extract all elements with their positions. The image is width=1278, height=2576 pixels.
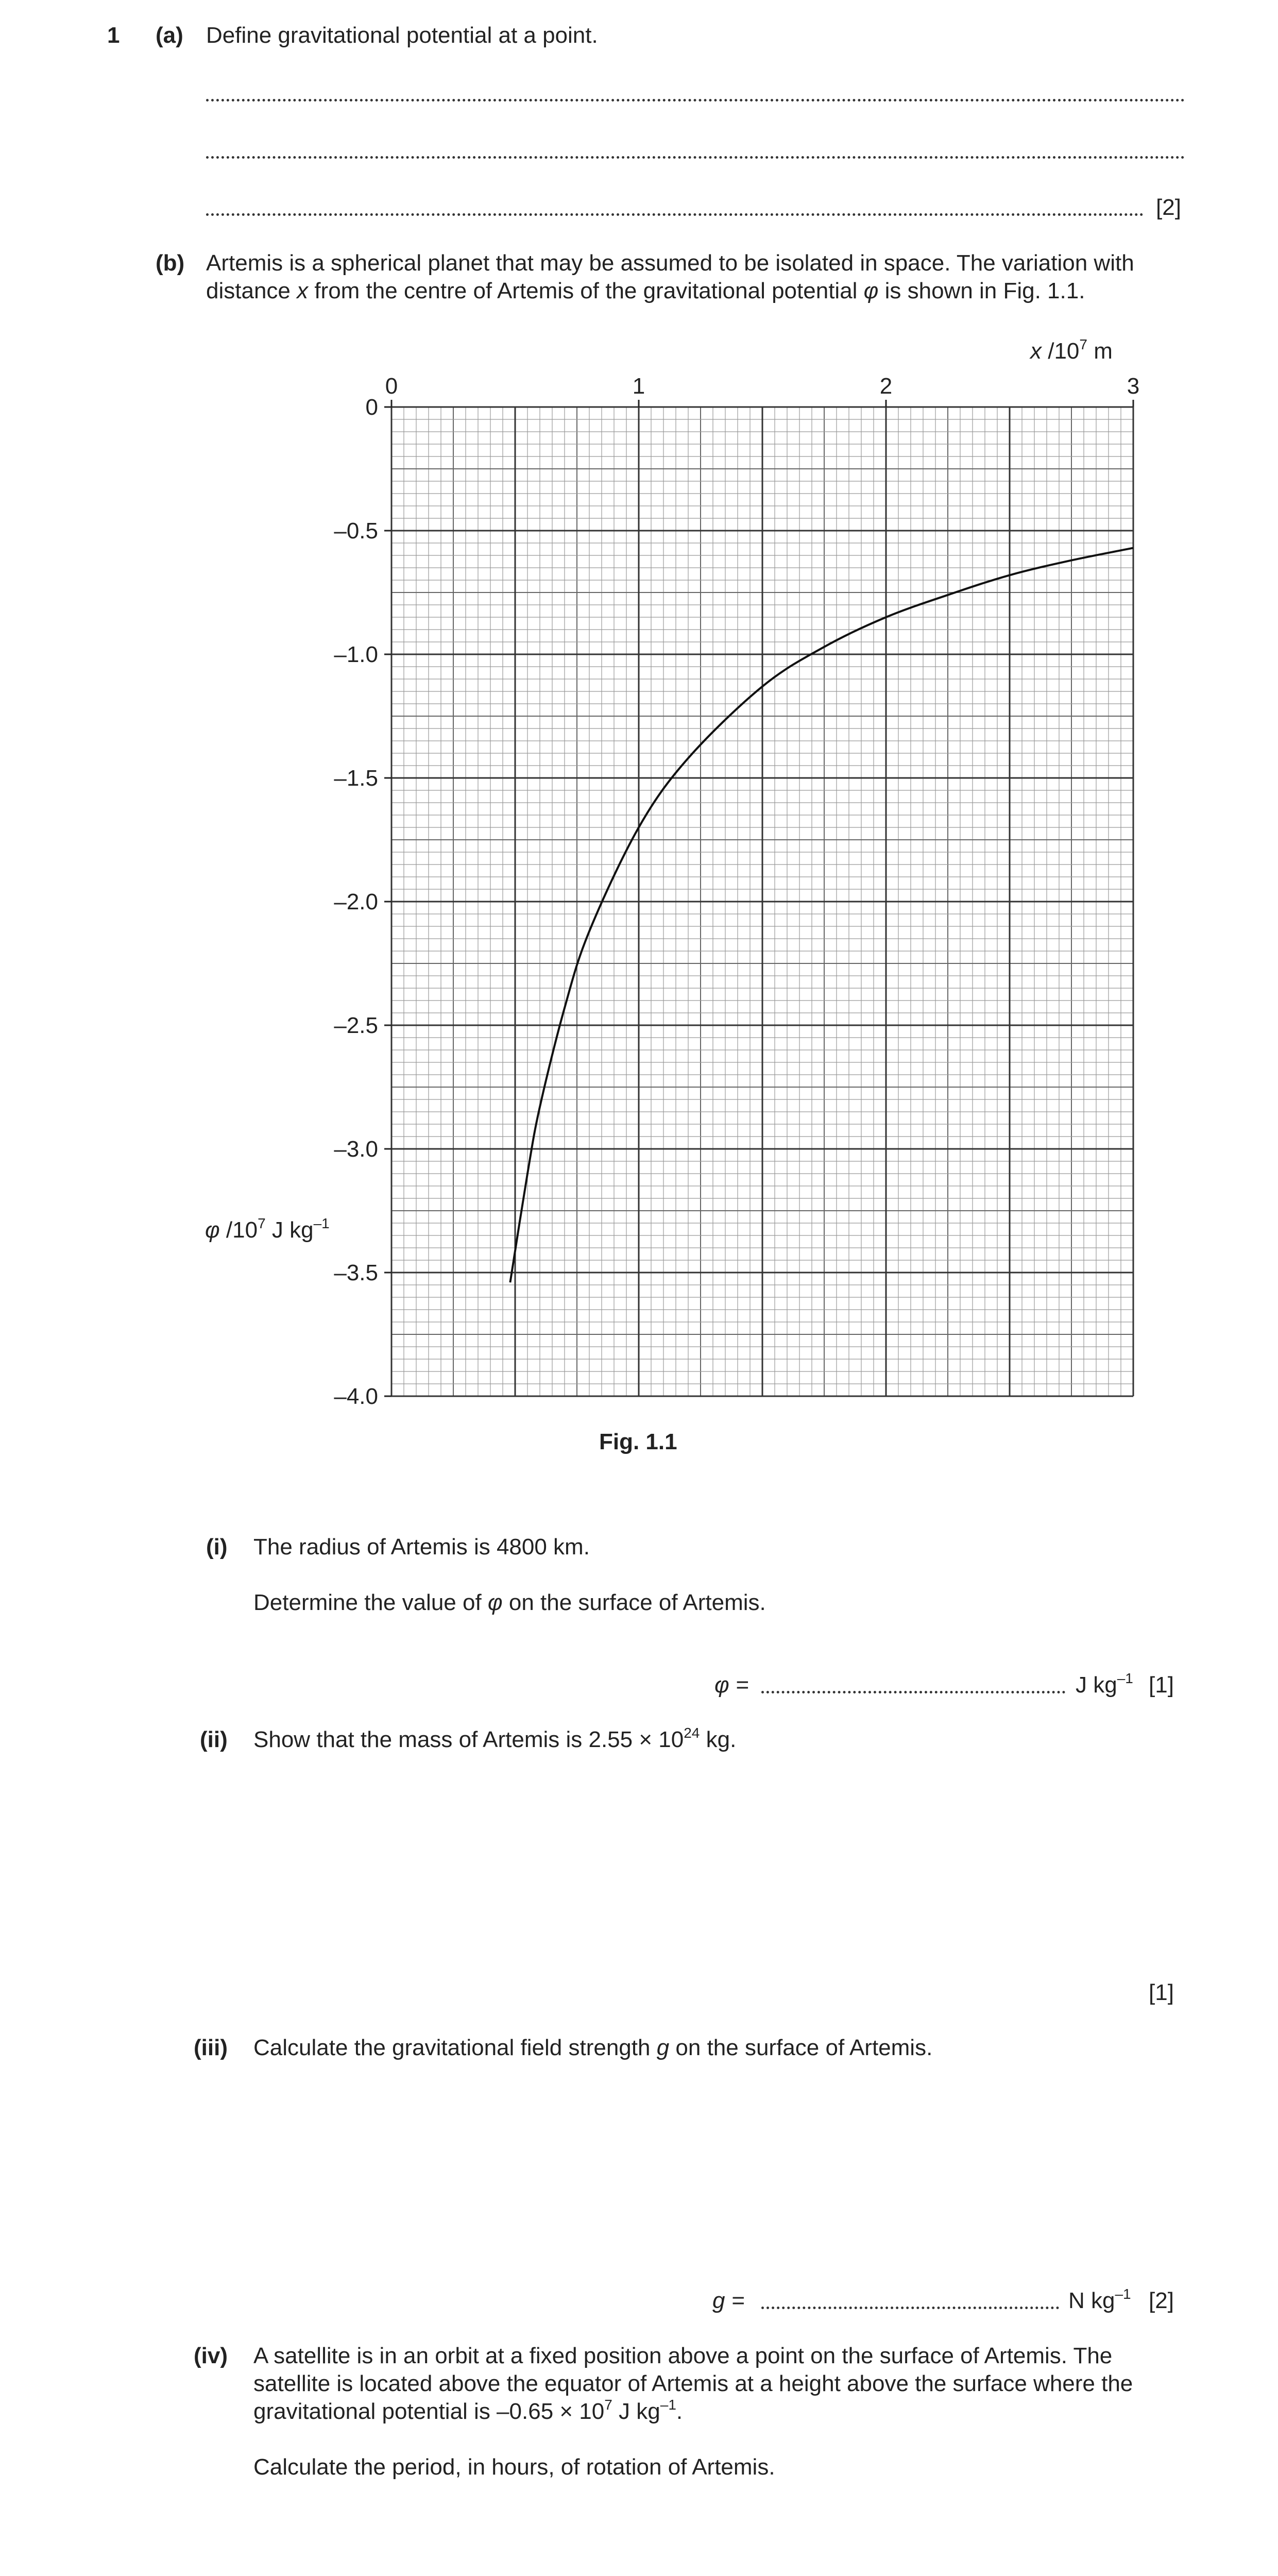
x-tick-label: 1 — [632, 374, 645, 399]
part-i-answer-line[interactable] — [761, 1691, 1065, 1693]
axis-ticks — [384, 400, 1133, 1396]
y-tick-label: 0 — [365, 395, 378, 420]
y-tick-label: –2.5 — [334, 1013, 378, 1038]
part-iii-marks: [2] — [1149, 2288, 1174, 2313]
answer-line-a2[interactable] — [206, 156, 1185, 159]
part-iii-label: (iii) — [194, 2035, 228, 2060]
part-b-text-line1: Artemis is a spherical planet that may be assumed to be isolated in space. The variation with — [206, 250, 1134, 276]
question-number: 1 — [107, 23, 120, 48]
part-iv-line2: satellite is located above the equator of Artemis at a height above the surface where the — [253, 2371, 1133, 2396]
x-tick-label: 2 — [879, 374, 893, 399]
answer-line-a1[interactable] — [206, 99, 1185, 101]
part-b-text-line2: distance x from the centre of Artemis of the gravitational potential φ is shown in Fig. 1.1. — [206, 278, 1085, 303]
part-i-answer-label: φ = — [714, 1672, 749, 1698]
part-iv-line3: gravitational potential is $-0.65 \times 10^7$ J $kg^{-1}$. — [253, 2397, 683, 2424]
part-iii-answer-line[interactable] — [761, 2307, 1059, 2309]
y-tick-labels — [334, 395, 378, 1409]
x-axis-label: x $/10^7$ m — [1030, 336, 1113, 364]
part-iii-text: Calculate the gravitational field strength g on the surface of Artemis. — [253, 2035, 933, 2060]
y-tick-label: –3.5 — [334, 1260, 378, 1285]
part-i-marks: [1] — [1149, 1672, 1174, 1698]
part-a-text: Define gravitational potential at a point. — [206, 23, 598, 48]
y-tick-label: –4.0 — [334, 1384, 378, 1409]
part-i-line2: Determine the value of φ on the surface of Artemis. — [253, 1590, 766, 1615]
part-i-line1: The radius of Artemis is 4800 km. — [253, 1534, 590, 1560]
potential-graph — [0, 309, 1278, 1494]
y-tick-label: –2.0 — [334, 889, 378, 914]
part-a-marks: [2] — [1156, 195, 1181, 220]
part-ii-text: Show that the mass of Artemis is $2.55 \times 10^{24}$ kg. — [253, 1725, 737, 1752]
potential-curve — [510, 548, 1133, 1283]
x-tick-labels — [385, 374, 1139, 399]
part-iv-line4: Calculate the period, in hours, of rotation of Artemis. — [253, 2454, 775, 2480]
y-tick-label: –3.0 — [334, 1137, 378, 1162]
x-tick-label: 0 — [385, 374, 398, 399]
y-tick-label: –1.0 — [334, 642, 378, 667]
part-ii-label: (ii) — [200, 1727, 228, 1752]
y-axis-label: φ $/10^7$ J $kg^{-1}$ — [205, 1215, 330, 1243]
x-tick-label: 3 — [1127, 374, 1140, 399]
part-i-label: (i) — [206, 1534, 228, 1560]
part-iii-unit: N $kg^{-1}$ — [1068, 2286, 1131, 2313]
part-iv-line1: A satellite is in an orbit at a fixed position above a point on the surface of Artemis. The — [253, 2343, 1113, 2368]
part-ii-marks: [1] — [1149, 1980, 1174, 2005]
y-tick-label: –1.5 — [334, 766, 378, 791]
part-iii-answer-label: g = — [712, 2288, 745, 2313]
part-iv-label: (iv) — [194, 2343, 228, 2368]
part-a-label: (a) — [156, 23, 183, 48]
answer-line-a3[interactable] — [206, 213, 1144, 216]
part-b-label: (b) — [156, 250, 185, 276]
figure-caption: Fig. 1.1 — [599, 1429, 677, 1454]
y-tick-label: –0.5 — [334, 518, 378, 544]
part-i-unit: J $kg^{-1}$ — [1076, 1670, 1133, 1698]
